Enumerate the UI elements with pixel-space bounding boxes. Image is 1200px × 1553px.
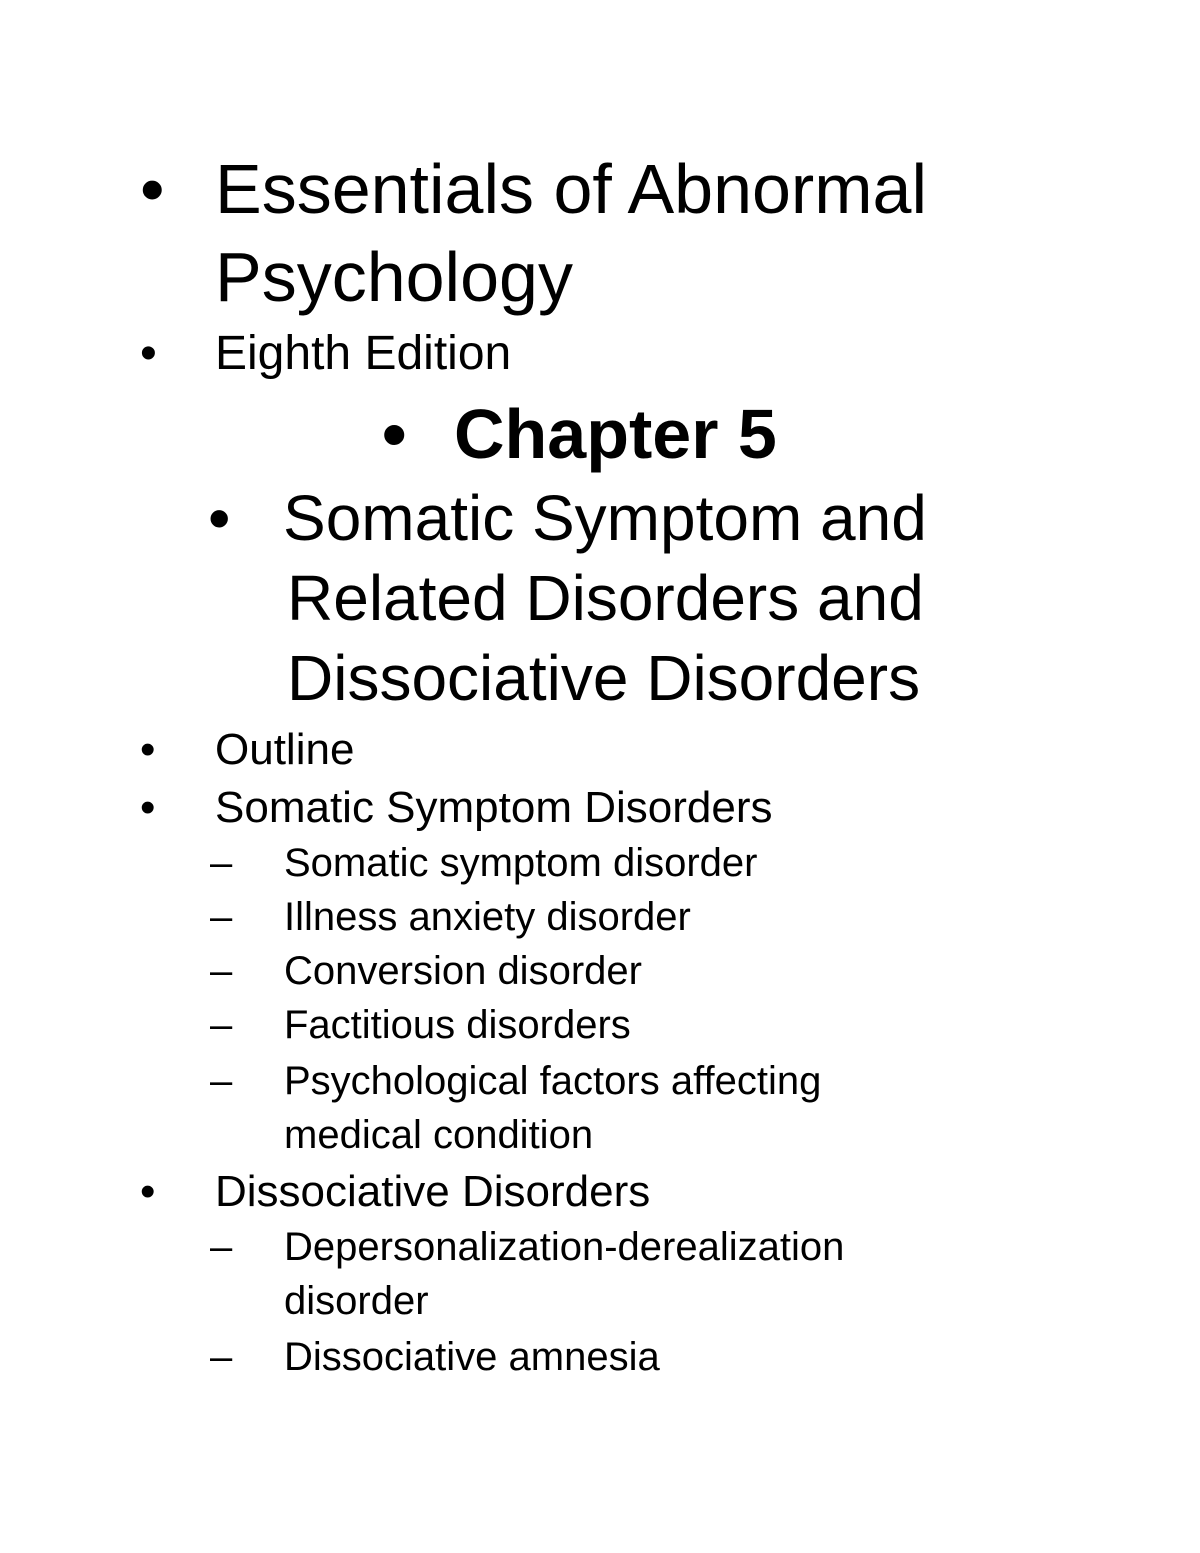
list-item-text: Psychological factors affecting bbox=[284, 1059, 822, 1103]
list-item-text: Dissociative amnesia bbox=[284, 1335, 660, 1379]
chapter-title-line-2: Related Disorders and bbox=[287, 562, 924, 634]
section-heading-item bbox=[140, 780, 1040, 836]
edition-text: Eighth Edition bbox=[215, 327, 512, 380]
list-item bbox=[210, 1054, 1110, 1162]
title-line-1: Essentials of Abnormal bbox=[215, 150, 928, 228]
dash-mark: – bbox=[210, 1225, 233, 1269]
chapter-title-line-1: Somatic Symptom and bbox=[283, 482, 927, 554]
list-item bbox=[210, 1220, 1110, 1328]
dash-mark: – bbox=[210, 895, 233, 939]
list-item-text: Depersonalization-derealization bbox=[284, 1225, 845, 1269]
list-item bbox=[210, 836, 1110, 890]
chapter-title-line-3: Dissociative Disorders bbox=[287, 642, 921, 714]
list-item-text: Somatic symptom disorder bbox=[284, 841, 758, 885]
list-item-text: Illness anxiety disorder bbox=[284, 895, 691, 939]
title-line-2: Psychology bbox=[215, 238, 573, 316]
edition-item bbox=[140, 326, 940, 382]
bullet-mark: • bbox=[140, 725, 156, 774]
list-item bbox=[210, 944, 1110, 998]
section-heading: Dissociative Disorders bbox=[215, 1167, 651, 1216]
bullet-mark: • bbox=[140, 783, 156, 832]
bullet-mark: • bbox=[382, 395, 407, 473]
chapter-item bbox=[382, 394, 982, 474]
list-item-text: Conversion disorder bbox=[284, 949, 642, 993]
bullet-mark: • bbox=[140, 150, 165, 228]
list-item bbox=[210, 890, 1110, 944]
dash-mark: – bbox=[210, 1335, 233, 1379]
list-item bbox=[210, 998, 1110, 1052]
list-item-text-continued: medical condition bbox=[284, 1113, 594, 1157]
title-item bbox=[140, 145, 1140, 325]
dash-mark: – bbox=[210, 949, 233, 993]
chapter-title-item bbox=[208, 478, 1108, 718]
dash-mark: – bbox=[210, 841, 233, 885]
bullet-mark: • bbox=[140, 327, 157, 380]
list-item-text: Factitious disorders bbox=[284, 1003, 631, 1047]
outline-item bbox=[140, 722, 940, 778]
outline-label: Outline bbox=[215, 725, 355, 774]
list-item bbox=[210, 1330, 1110, 1384]
dash-mark: – bbox=[210, 1059, 233, 1103]
chapter-heading: Chapter 5 bbox=[454, 395, 777, 473]
list-item-text-continued: disorder bbox=[284, 1279, 429, 1323]
dash-mark: – bbox=[210, 1003, 233, 1047]
bullet-mark: • bbox=[140, 1167, 156, 1216]
bullet-mark: • bbox=[208, 482, 231, 554]
section-heading: Somatic Symptom Disorders bbox=[215, 783, 773, 832]
section-heading-item bbox=[140, 1164, 1040, 1220]
